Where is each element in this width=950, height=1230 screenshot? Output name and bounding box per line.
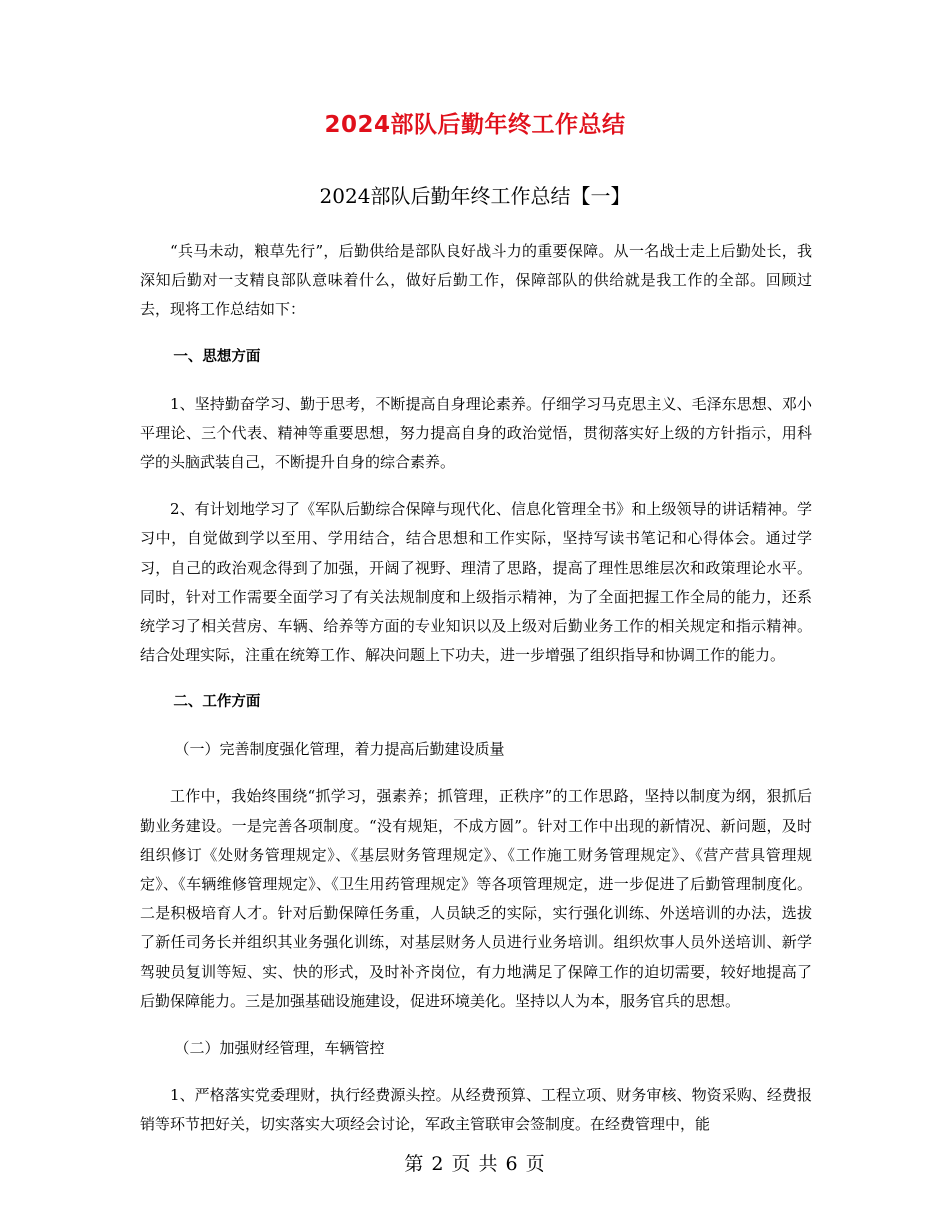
paragraph-work-1: 工作中，我始终围绕“抓学习，强素养；抓管理，正秩序”的工作思路，坚持以制度为纲，狠抓后勤业务建设。一是完善各项制度。“没有规矩，不成方圆”。针对工作中出现的新情况、新问题，及时组织修订《处财务管理规定》、《基层财务管理规定》、《工作施工财务管理规定》、《营产营具管理规定》、《车辆维修管理规定》、《卫生用药管理规定》等各项管理规定，进一步促进了后勤管理制度化。二是积极培育人才。针对后勤保障任务重，人员缺乏的实际，实行强化训练、外送培训的办法，选拔了新任司务长并组织其业务强化训练，对基层财务人员进行业务培训。组织炊事人员外送培训、新学驾驶员复训等短、实、快的形式，及时补齐岗位，有力地满足了保障工作的迫切需要，较好地提高了后勤保障能力。三是加强基础设施建设，促进环境美化。坚持以人为本，服务官兵的思想。 — [140, 787, 812, 1010]
document-body — [140, 237, 812, 1139]
section-heading-work: 二、工作方面 — [173, 694, 261, 711]
paragraph-thought-2: 2、有计划地学习了《军队后勤综合保障与现代化、信息化管理全书》和上级领导的讲话精神。学习中，自觉做到学以至用、学用结合，结合思想和工作实际，坚持写读书笔记和心得体会。通过学习，自己的政治观念得到了加强，开阔了视野、理清了思路，提高了理性思维层次和政策理论水平。同时，针对工作需要全面学习了有关法规制度和上级指示精神，为了全面把握工作全局的能力，还系统学习了相关营房、车辆、给养等方面的专业知识以及上级对后勤业务工作的相关规定和指示精神。结合处理实际，注重在统筹工作、解决问题上下功夫，进一步增强了组织指导和协调工作的能力。 — [140, 500, 812, 665]
subheading-management: （一）完善制度强化管理，着力提高后勤建设质量 — [174, 740, 505, 759]
intro-paragraph: “兵马未动，粮草先行”，后勤供给是部队良好战斗力的重要保障。从一名战士走上后勤处长，我深知后勤对一支精良部队意味着什么，做好后勤工作，保障部队的供给就是我工作的全部。回顾过去，现将工作总结如下： — [140, 242, 812, 319]
document-title: 2024部队后勤年终工作总结 — [324, 112, 626, 138]
paragraph-finance-1: 1、严格落实党委理财，执行经费源头控。从经费预算、工程立项、财务审核、物资采购、经费报销等环节把好关，切实落实大项经会讨论，军政主管联审会签制度。在经费管理中，能 — [140, 1086, 812, 1134]
section-heading-thought: 一、思想方面 — [173, 348, 261, 365]
page-number-footer: 第 2 页 共 6 页 — [404, 1153, 546, 1175]
section-subtitle: 2024部队后勤年终工作总结【一】 — [319, 184, 631, 208]
subheading-finance: （二）加强财经管理，车辆管控 — [174, 1039, 385, 1058]
paragraph-thought-1: 1、坚持勤奋学习、勤于思考，不断提高自身理论素养。仔细学习马克思主义、毛泽东思想、邓小平理论、三个代表、精神等重要思想，努力提高自身的政治觉悟，贯彻落实好上级的方针指示，用科学的头脑武装自己，不断提升自身的综合素养。 — [140, 394, 812, 472]
